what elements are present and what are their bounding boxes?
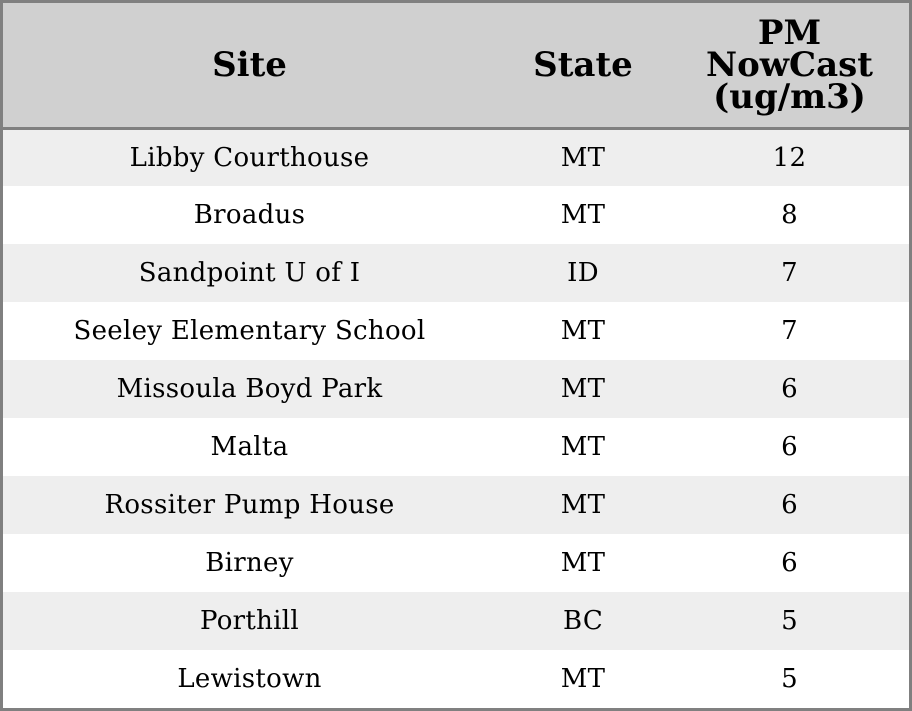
pm-nowcast-table: [3, 3, 909, 708]
header-site: Site: [3, 3, 496, 128]
cell-state: MT: [560, 374, 606, 404]
table-row: [3, 534, 909, 592]
header-row: [3, 3, 909, 128]
cell-state: MT: [560, 548, 606, 578]
cell-pm: 5: [781, 664, 798, 694]
cell-pm: 7: [781, 258, 798, 288]
cell-site: Seeley Elementary School: [73, 316, 426, 346]
cell-pm: 6: [781, 490, 798, 520]
table-row: [3, 418, 909, 476]
cell-pm: 6: [781, 548, 798, 578]
table-row: [3, 186, 909, 244]
cell-pm: 5: [781, 606, 798, 636]
cell-state: MT: [560, 142, 606, 173]
cell-state: MT: [560, 490, 606, 520]
cell-site: Birney: [205, 548, 294, 578]
header-pm-line1: PM: [757, 12, 822, 53]
cell-site: Broadus: [193, 200, 306, 230]
cell-state: MT: [560, 664, 606, 694]
table-row: [3, 360, 909, 418]
table-row: [3, 244, 909, 302]
cell-state: BC: [562, 606, 604, 636]
cell-state: MT: [560, 200, 606, 230]
cell-site: Rossiter Pump House: [104, 490, 395, 520]
cell-pm: 6: [781, 374, 798, 404]
cell-site: Sandpoint U of I: [138, 258, 361, 288]
cell-pm: 6: [781, 432, 798, 462]
table-body: [3, 128, 909, 708]
header-pm-line2: NowCast: [706, 44, 873, 85]
header-pm-nowcast: [670, 3, 909, 128]
cell-pm: 7: [781, 316, 798, 346]
cell-state: ID: [567, 258, 599, 288]
cell-state: MT: [560, 432, 606, 462]
header-state: State: [496, 3, 670, 128]
cell-pm: 12: [772, 142, 807, 173]
table-row: [3, 592, 909, 650]
cell-state: MT: [560, 316, 606, 346]
cell-site: Libby Courthouse: [129, 142, 370, 173]
cell-site: Porthill: [199, 606, 300, 636]
cell-pm: 8: [781, 200, 798, 230]
table-row: [3, 302, 909, 360]
cell-site: Lewistown: [177, 664, 322, 694]
table-row: [3, 476, 909, 534]
cell-site: Malta: [210, 432, 289, 462]
header-pm-line3: (ug/m3): [713, 76, 866, 117]
cell-site: Missoula Boyd Park: [116, 374, 383, 404]
table-row: [3, 650, 909, 708]
table-row: [3, 128, 909, 186]
table-header: [3, 3, 909, 128]
